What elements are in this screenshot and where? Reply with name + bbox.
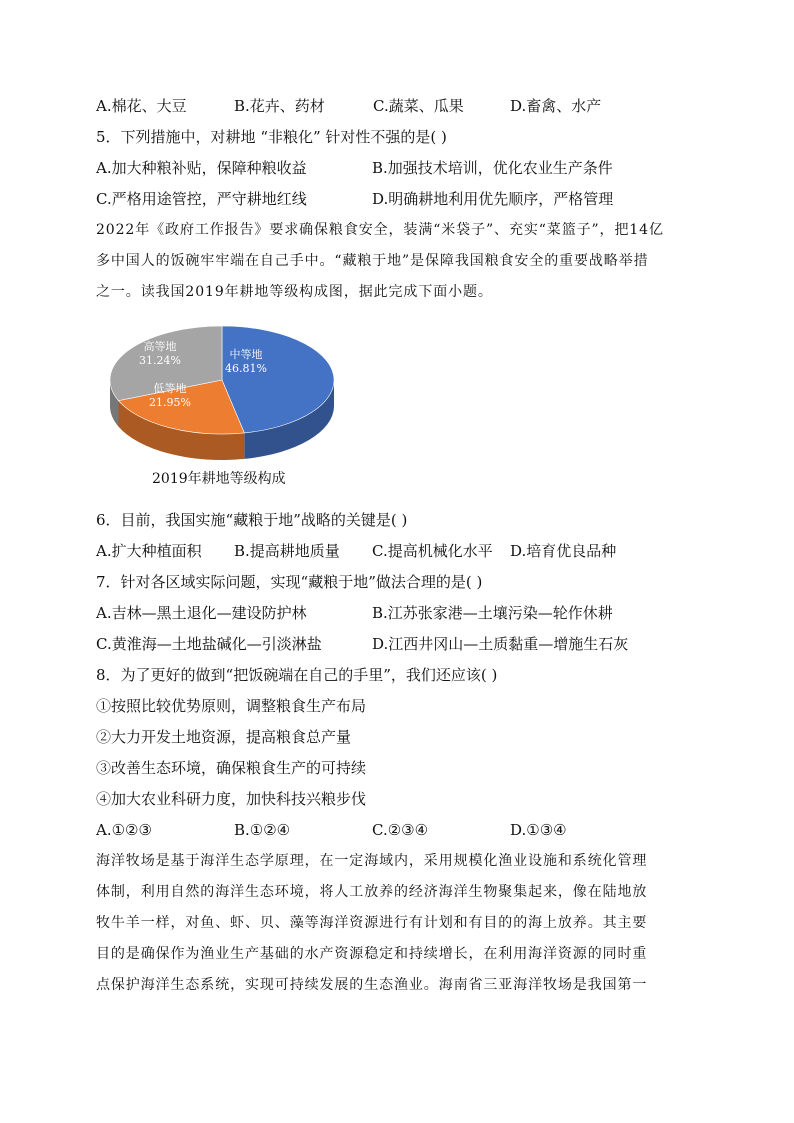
passage-line: 多中国人的饭碗牢牢端在自己手中。“藏粮于地”是保障我国粮食安全的重要战略举措 xyxy=(96,253,649,269)
slice-value-label: 31.24% xyxy=(139,354,181,367)
q7-option-d: D.江西井冈山—土质黏重—增施生石灰 xyxy=(372,635,629,653)
slice-label: 中等地 xyxy=(229,348,263,361)
q8-option-c: C.②③④ xyxy=(372,821,429,839)
q5-option-a: A.加大种粮补贴，保障种粮收益 xyxy=(96,159,307,177)
q8-option-d: D.①③④ xyxy=(510,821,567,839)
q8-option-b: B.①②④ xyxy=(234,821,291,839)
passage-line: 海洋牧场是基于海洋生态学原理，在一定海域内，采用规模化渔业设施和系统化管理 xyxy=(96,853,648,869)
q5-option-c: C.严格用途管控，严守耕地红线 xyxy=(96,190,307,208)
passage-line: 牧牛羊一样，对鱼、虾、贝、藻等海洋资源进行有计划和有目的的海上放养。其主要 xyxy=(96,915,648,931)
passage-line: 点保护海洋生态系统，实现可持续发展的生态渔业。海南省三亚海洋牧场是我国第一 xyxy=(96,977,648,993)
q6-option-d: D.培育优良品种 xyxy=(510,542,617,560)
slice-value-label: 21.95% xyxy=(149,396,191,409)
slice-label: 低等地 xyxy=(153,382,187,395)
q8-item-3: ③改善生态环境，确保粮食生产的可持续 xyxy=(96,759,367,777)
q6-option-c: C.提高机械化水平 xyxy=(372,542,493,560)
q6-stem: 6．目前，我国实施“藏粮于地”战略的关键是( ) xyxy=(96,511,408,529)
q4-option-a: A.棉花、大豆 xyxy=(96,97,187,115)
slice-label: 高等地 xyxy=(143,340,177,353)
q8-item-1: ①按照比较优势原则，调整粮食生产布局 xyxy=(96,697,367,715)
q4-option-c: C.蔬菜、瓜果 xyxy=(373,97,464,115)
q5-option-b: B.加强技术培训，优化农业生产条件 xyxy=(372,159,613,177)
q5-stem: 5．下列措施中，对耕地 “非粮化” 针对性不强的是( ) xyxy=(96,128,447,146)
slice-value-label: 46.81% xyxy=(225,362,267,375)
passage-line: 2022年《政府工作报告》要求确保粮食安全，装满“米袋子”、充实“菜篮子”，把14亿 xyxy=(96,222,664,238)
q6-option-a: A.扩大种植面积 xyxy=(96,542,202,560)
q7-option-a: A.吉林—黑土退化—建设防护林 xyxy=(96,604,307,622)
farmland-grade-pie-chart xyxy=(108,322,338,492)
q4-option-b: B.花卉、药材 xyxy=(234,97,325,115)
q7-stem: 7．针对各区域实际问题，实现“藏粮于地”做法合理的是( ) xyxy=(96,573,483,591)
q8-stem: 8．为了更好的做到“把饭碗端在自己的手里”，我们还应该( ) xyxy=(96,666,498,684)
q8-option-a: A.①②③ xyxy=(96,821,152,839)
passage-line: 之一。读我国2019年耕地等级构成图，据此完成下面小题。 xyxy=(96,284,493,300)
q5-option-d: D.明确耕地利用优先顺序，严格管理 xyxy=(372,190,614,208)
passage-grain-security xyxy=(96,220,698,313)
passage-marine-ranching xyxy=(96,851,698,1006)
q8-item-2: ②大力开发土地资源，提高粮食总产量 xyxy=(96,728,352,746)
q8-item-4: ④加大农业科研力度，加快科技兴粮步伐 xyxy=(96,790,367,808)
passage-line: 目的是确保作为渔业生产基础的水产资源稳定和持续增长，在利用海洋资源的同时重 xyxy=(96,946,648,962)
q7-option-c: C.黄淮海—土地盐碱化—引淡淋盐 xyxy=(96,635,322,653)
chart-title: 2019年耕地等级构成 xyxy=(152,471,286,487)
passage-line: 体制，利用自然的海洋生态环境，将人工放养的经济海洋生物聚集起来，像在陆地放 xyxy=(96,884,648,900)
q4-option-d: D.畜禽、水产 xyxy=(510,97,602,115)
q6-option-b: B.提高耕地质量 xyxy=(234,542,340,560)
q7-option-b: B.江苏张家港—土壤污染—轮作休耕 xyxy=(372,604,613,622)
